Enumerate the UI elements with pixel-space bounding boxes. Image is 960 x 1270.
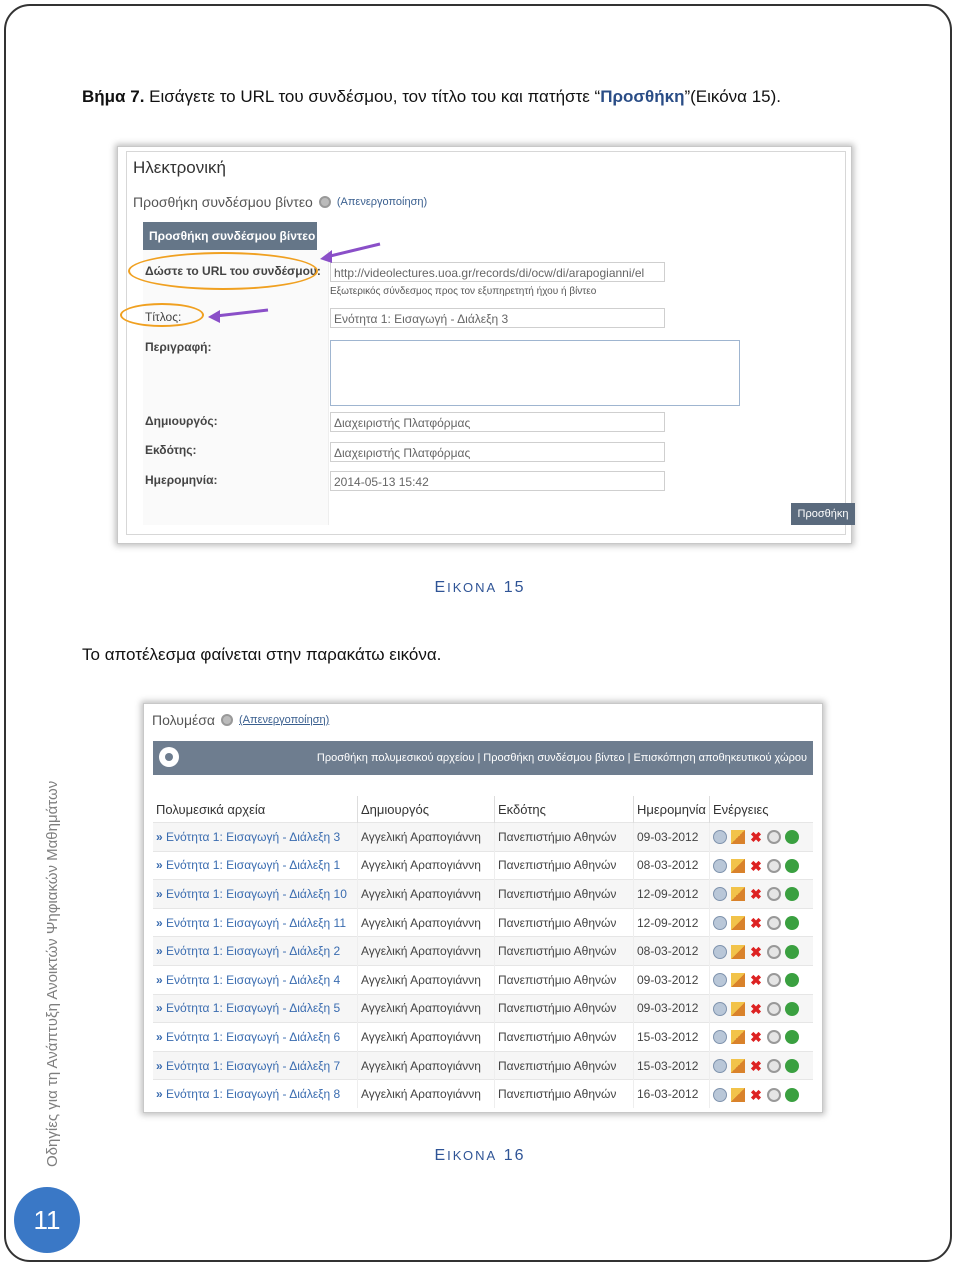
col-header-actions: Ενέργειες	[712, 801, 769, 817]
row-marker: »	[156, 944, 163, 959]
add-button[interactable]: Προσθήκη	[791, 503, 855, 525]
url-label: Δώστε το URL του συνδέσμου:	[145, 264, 321, 278]
add-media-file-link[interactable]: Προσθήκη πολυμεσικού αρχείου	[316, 752, 475, 764]
visibility-icon[interactable]	[767, 1088, 781, 1102]
visibility-icon[interactable]	[767, 945, 781, 959]
settings-gear-icon[interactable]	[159, 747, 179, 767]
date-cell: 15-03-2012	[634, 1051, 710, 1080]
date-cell: 09-03-2012	[634, 823, 710, 852]
info-icon[interactable]	[713, 887, 727, 901]
sidebar-guide-title: Οδηγίες για τη Ανάπτυξη Ανοικτών Ψηφιακών Μαθημάτων	[44, 780, 61, 1167]
instruction-paragraph	[82, 84, 882, 109]
table-row	[153, 1023, 813, 1052]
creator-cell: Αγγελική Αραπογιάννη	[358, 965, 495, 994]
url-input[interactable]: http://videolectures.uoa.gr/records/di/ocw/di/arapogianni/el	[330, 262, 665, 282]
date-cell: 09-03-2012	[634, 994, 710, 1023]
file-link[interactable]: Ενότητα 1: Εισαγωγή - Διάλεξη 7	[166, 1058, 341, 1073]
row-marker: »	[156, 858, 163, 873]
action-menu: Προσθήκη πολυμεσικού αρχείου | Προσθήκη συνδέσμου βίντεο | Επισκόπηση αποθηκευτικού χώρου	[316, 752, 807, 764]
file-cell[interactable]	[153, 1080, 358, 1108]
creator-cell: Αγγελική Αραπογιάννη	[358, 851, 495, 880]
caption-number: 15	[503, 579, 526, 596]
edit-icon[interactable]	[731, 1002, 745, 1016]
edit-icon[interactable]	[731, 859, 745, 873]
info-icon[interactable]	[713, 859, 727, 873]
delete-icon[interactable]: ✖	[750, 1000, 762, 1017]
edit-icon[interactable]	[731, 1088, 745, 1102]
date-cell: 08-03-2012	[634, 851, 710, 880]
publish-icon[interactable]	[785, 859, 799, 873]
publisher-input[interactable]: Διαχειριστής Πλατφόρμας	[330, 442, 665, 462]
caption-number: 16	[503, 1147, 526, 1164]
file-link[interactable]: Ενότητα 1: Εισαγωγή - Διάλεξη 8	[166, 1087, 341, 1102]
row-marker: »	[156, 886, 163, 901]
media-table	[153, 796, 813, 1108]
multimedia-title: Πολυμέσα	[152, 712, 215, 728]
result-paragraph: Το αποτέλεσμα φαίνεται στην παρακάτω εικόνα.	[82, 645, 442, 664]
title-arrow-icon	[206, 305, 272, 325]
col-header-date[interactable]: Ημερομηνία	[634, 796, 710, 823]
actions-cell	[709, 823, 813, 852]
file-cell[interactable]	[153, 1051, 358, 1080]
publish-icon[interactable]	[785, 916, 799, 930]
delete-icon[interactable]: ✖	[750, 972, 762, 989]
publisher-cell: Πανεπιστήμιο Αθηνών	[495, 1023, 634, 1052]
caption-first-letter: Ε	[434, 1147, 448, 1164]
creator-input[interactable]: Διαχειριστής Πλατφόρμας	[330, 412, 665, 432]
file-link[interactable]: Ενότητα 1: Εισαγωγή - Διάλεξη 2	[166, 944, 341, 959]
visibility-icon[interactable]	[767, 1059, 781, 1073]
info-icon[interactable]	[713, 916, 727, 930]
actions-cell	[709, 937, 813, 966]
publish-icon[interactable]	[785, 830, 799, 844]
info-icon[interactable]	[713, 830, 727, 844]
table-row	[153, 823, 813, 852]
publisher-cell: Πανεπιστήμιο Αθηνών	[495, 1080, 634, 1108]
publisher-cell: Πανεπιστήμιο Αθηνών	[495, 1051, 634, 1080]
multimedia-header	[152, 712, 329, 728]
col-header-files[interactable]: Πολυμεσικά αρχεία	[153, 796, 358, 823]
info-icon[interactable]	[713, 1030, 727, 1044]
publisher-cell: Πανεπιστήμιο Αθηνών	[495, 851, 634, 880]
deactivate-link[interactable]: (Απενεργοποίηση)	[239, 714, 330, 726]
delete-icon[interactable]: ✖	[750, 1029, 762, 1046]
page-number-badge: 11	[14, 1187, 80, 1253]
table-row	[153, 937, 813, 966]
publisher-cell: Πανεπιστήμιο Αθηνών	[495, 880, 634, 909]
row-marker: »	[156, 1058, 163, 1073]
visibility-icon[interactable]	[767, 1002, 781, 1016]
creator-cell: Αγγελική Αραπογιάννη	[358, 937, 495, 966]
add-video-link-link[interactable]: Προσθήκη συνδέσμου βίντεο	[483, 752, 625, 764]
row-marker: »	[156, 972, 163, 987]
date-cell: 09-03-2012	[634, 965, 710, 994]
media-table-body	[153, 823, 813, 1108]
instruction-button-ref: Προσθήκη	[600, 87, 685, 106]
row-marker: »	[156, 1001, 163, 1016]
publish-icon[interactable]	[785, 973, 799, 987]
file-cell[interactable]	[153, 908, 358, 937]
edit-icon[interactable]	[731, 945, 745, 959]
date-label: Ημερομηνία:	[145, 473, 218, 487]
action-bar	[153, 741, 813, 775]
info-icon[interactable]	[713, 1002, 727, 1016]
deactivate-link[interactable]: (Απενεργοποίηση)	[336, 196, 428, 208]
col-header-publisher[interactable]: Εκδότης	[495, 796, 634, 823]
publisher-cell: Πανεπιστήμιο Αθηνών	[495, 994, 634, 1023]
date-cell: 16-03-2012	[634, 1080, 710, 1108]
edit-icon[interactable]	[731, 973, 745, 987]
delete-icon[interactable]: ✖	[750, 943, 762, 960]
file-link[interactable]: Ενότητα 1: Εισαγωγή - Διάλεξη 6	[166, 1029, 341, 1044]
file-cell[interactable]	[153, 994, 358, 1023]
date-cell: 12-09-2012	[634, 908, 710, 937]
visibility-icon[interactable]	[767, 859, 781, 873]
col-header-creator[interactable]: Δημιουργός	[358, 796, 495, 823]
edit-icon[interactable]	[731, 916, 745, 930]
creator-cell: Αγγελική Αραπογιάννη	[358, 1051, 495, 1080]
visibility-icon[interactable]	[767, 830, 781, 844]
delete-icon[interactable]: ✖	[750, 1057, 762, 1074]
title-highlight-oval	[120, 303, 204, 327]
delete-icon[interactable]: ✖	[750, 1086, 762, 1103]
publish-icon[interactable]	[785, 945, 799, 959]
file-cell[interactable]	[153, 965, 358, 994]
file-cell[interactable]	[153, 823, 358, 852]
instruction-text-end: ”(Εικόνα 15).	[684, 87, 781, 106]
delete-icon[interactable]: ✖	[750, 857, 762, 874]
actions-cell	[709, 994, 813, 1023]
date-cell: 15-03-2012	[634, 1023, 710, 1052]
url-help-text: Εξωτερικός σύνδεσμος προς τον εξυπηρετητή ήχου ή βίντεο	[330, 286, 597, 297]
table-row	[153, 994, 813, 1023]
actions-cell	[709, 908, 813, 937]
publisher-cell: Πανεπιστήμιο Αθηνών	[495, 937, 634, 966]
file-cell[interactable]	[153, 937, 358, 966]
table-row	[153, 1080, 813, 1108]
visibility-icon[interactable]	[767, 1030, 781, 1044]
file-cell[interactable]	[153, 851, 358, 880]
figure-16-screenshot	[143, 703, 823, 1113]
visibility-icon[interactable]	[767, 916, 781, 930]
publish-icon[interactable]	[785, 1059, 799, 1073]
actions-cell	[709, 880, 813, 909]
info-icon[interactable]	[713, 945, 727, 959]
date-cell: 12-09-2012	[634, 880, 710, 909]
creator-label: Δημιουργός:	[145, 414, 218, 428]
file-cell[interactable]	[153, 880, 358, 909]
actions-cell	[709, 965, 813, 994]
video-link-form	[143, 250, 849, 525]
creator-cell: Αγγελική Αραπογιάννη	[358, 1080, 495, 1108]
file-link[interactable]: Ενότητα 1: Εισαγωγή - Διάλεξη 1	[166, 858, 341, 873]
instruction-text: Εισάγετε το URL του συνδέσμου, τον τίτλο του και πατήστε “	[149, 87, 601, 106]
file-cell[interactable]	[153, 1023, 358, 1052]
table-row	[153, 908, 813, 937]
title-input[interactable]: Ενότητα 1: Εισαγωγή - Διάλεξη 3	[330, 308, 665, 328]
edit-icon[interactable]	[731, 1059, 745, 1073]
visibility-icon[interactable]	[767, 887, 781, 901]
visibility-icon[interactable]	[767, 973, 781, 987]
table-row	[153, 880, 813, 909]
creator-cell: Αγγελική Αραπογιάννη	[358, 823, 495, 852]
file-link[interactable]: Ενότητα 1: Εισαγωγή - Διάλεξη 11	[166, 915, 347, 930]
row-marker: »	[156, 829, 163, 844]
url-highlight-oval	[128, 252, 318, 290]
publish-icon[interactable]	[785, 887, 799, 901]
table-row	[153, 965, 813, 994]
info-icon[interactable]	[713, 973, 727, 987]
file-link[interactable]: Ενότητα 1: Εισαγωγή - Διάλεξη 4	[166, 972, 341, 987]
delete-icon[interactable]: ✖	[750, 829, 762, 846]
edit-icon[interactable]	[731, 1030, 745, 1044]
publish-icon[interactable]	[785, 1002, 799, 1016]
info-icon[interactable]	[713, 1059, 727, 1073]
description-label: Περιγραφή:	[145, 340, 212, 354]
figure-15-screenshot	[117, 146, 852, 544]
creator-cell: Αγγελική Αραπογιάννη	[358, 908, 495, 937]
form-header: Προσθήκη συνδέσμου βίντεο	[143, 222, 317, 250]
figure-15-caption	[0, 579, 960, 597]
delete-icon[interactable]: ✖	[750, 886, 762, 903]
module-header	[133, 194, 427, 210]
edit-icon[interactable]	[731, 887, 745, 901]
date-cell: 08-03-2012	[634, 937, 710, 966]
caption-first-letter: Ε	[434, 579, 448, 596]
module-title: Προσθήκη συνδέσμου βίντεο	[133, 194, 313, 210]
row-marker: »	[156, 1029, 163, 1044]
publisher-label: Εκδότης:	[145, 443, 197, 457]
info-icon[interactable]	[713, 1088, 727, 1102]
file-link[interactable]: Ενότητα 1: Εισαγωγή - Διάλεξη 3	[166, 829, 341, 844]
date-input[interactable]: 2014-05-13 15:42	[330, 471, 665, 491]
creator-cell: Αγγελική Αραπογιάννη	[358, 994, 495, 1023]
table-header-row	[153, 796, 813, 823]
caption-word: ΙΚΟΝΑ	[447, 1148, 498, 1163]
creator-cell: Αγγελική Αραπογιάννη	[358, 880, 495, 909]
row-marker: »	[156, 915, 163, 930]
step-label: Βήμα 7.	[82, 87, 145, 106]
creator-cell: Αγγελική Αραπογιάννη	[358, 1023, 495, 1052]
caption-word: ΙΚΟΝΑ	[447, 580, 498, 595]
title-label: Τίτλος:	[145, 310, 182, 324]
publisher-cell: Πανεπιστήμιο Αθηνών	[495, 823, 634, 852]
table-row	[153, 851, 813, 880]
publish-icon[interactable]	[785, 1030, 799, 1044]
table-row	[153, 1051, 813, 1080]
actions-cell	[709, 1023, 813, 1052]
delete-icon[interactable]: ✖	[750, 914, 762, 931]
file-link[interactable]: Ενότητα 1: Εισαγωγή - Διάλεξη 5	[166, 1001, 341, 1016]
figure-16-caption	[0, 1147, 960, 1165]
course-title: Ηλεκτρονική	[133, 158, 226, 177]
description-textarea[interactable]	[330, 340, 740, 406]
actions-cell	[709, 1051, 813, 1080]
actions-cell	[709, 851, 813, 880]
file-link[interactable]: Ενότητα 1: Εισαγωγή - Διάλεξη 10	[166, 886, 347, 901]
gear-icon[interactable]	[319, 196, 331, 208]
actions-cell	[709, 1080, 813, 1108]
edit-icon[interactable]	[731, 830, 745, 844]
publisher-cell: Πανεπιστήμιο Αθηνών	[495, 908, 634, 937]
storage-overview-link[interactable]: Επισκόπηση αποθηκευτικού χώρου	[633, 752, 807, 764]
url-arrow-icon	[318, 239, 388, 269]
publish-icon[interactable]	[785, 1088, 799, 1102]
publisher-cell: Πανεπιστήμιο Αθηνών	[495, 965, 634, 994]
add-video-link-panel	[126, 151, 849, 535]
row-marker: »	[156, 1087, 163, 1102]
gear-icon[interactable]	[221, 714, 233, 726]
